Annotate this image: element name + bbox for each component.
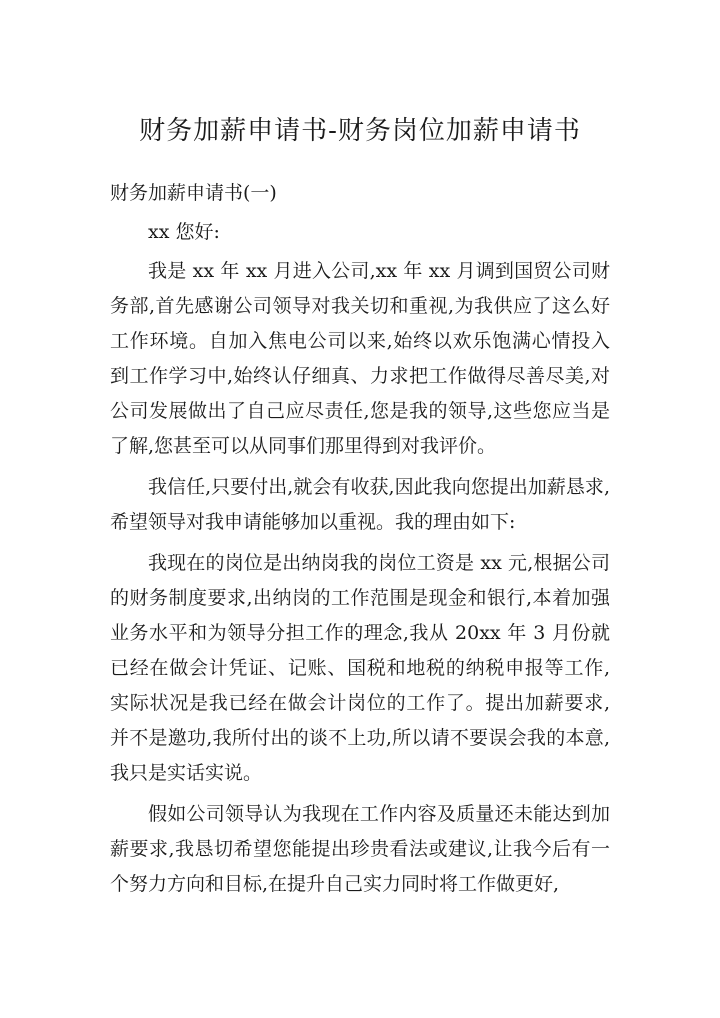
section-heading: 财务加薪申请书(一) [110,182,277,204]
document-title: 财务加薪申请书-财务岗位加薪申请书 [139,116,581,146]
paragraph-3: 我现在的岗位是出纳岗我的岗位工资是 xx 元,根据公司的财务制度要求,出纳岗的工作范围是现金和银行,本着加强业务水平和为领导分担工作的理念,我从 20xx 年 3 月份就已经在做会计凭证、记账、国税和地税的纳税申报等工作,实际状况是我已经在做会计岗位的工作了。提出加薪要求,并不是邀功,我所付出的谈不上功,所以请不要误会我的本意,我只是实话实说。 [110,552,610,784]
greeting: xx 您好: [148,221,220,243]
paragraph-1: 我是 xx 年 xx 月进入公司,xx 年 xx 月调到国贸公司财务部,首先感谢公司领导对我关切和重视,为我供应了这么好工作环境。自加入焦电公司以来,始终以欢乐饱满心情投入到工作学习中,始终认仔细真、力求把工作做得尽善尽美,对公司发展做出了自己应尽责任,您是我的领导,这些您应当是了解,您甚至可以从同事们那里得到对我评价。 [110,260,610,457]
paragraph-2: 我信任,只要付出,就会有收获,因此我向您提出加薪恳求,希望领导对我申请能够加以重视。我的理由如下: [110,476,610,533]
document-body [110,176,610,908]
paragraph-4: 假如公司领导认为我现在工作内容及质量还未能达到加薪要求,我恳切希望您能提出珍贵看法或建议,让我今后有一个努力方向和目标,在提升自己实力同时将工作做更好, [110,803,610,895]
